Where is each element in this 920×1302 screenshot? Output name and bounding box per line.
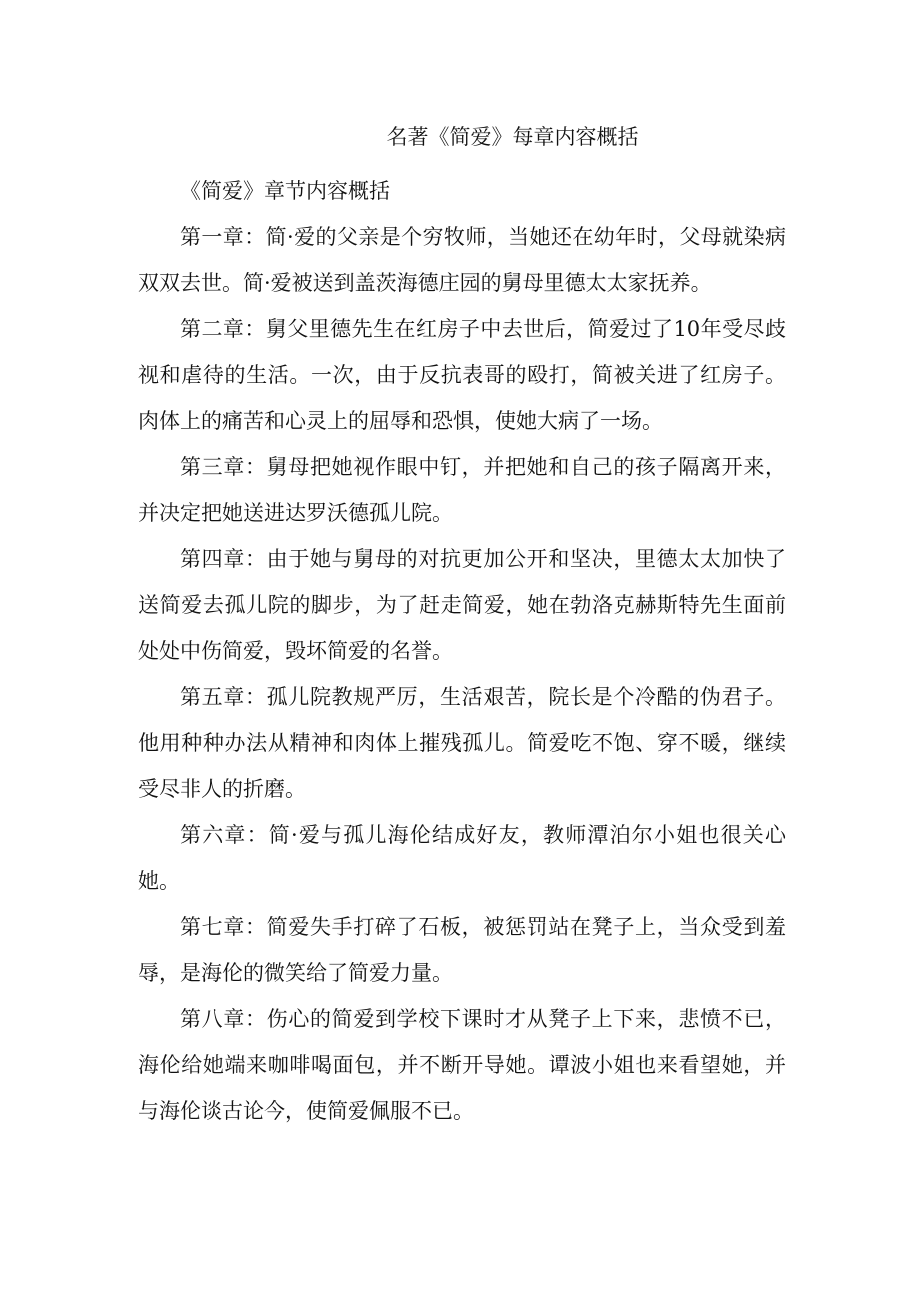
chapter-8-paragraph: 第八章：伤心的简爱到学校下课时才从凳子上下来，悲愤不已，海伦给她端来咖啡喝面包，并不断开导她。谭波小姐也来看望她，并与海伦谈古论今，使简爱佩服不已。 (138, 1007, 786, 1123)
chapter-4-paragraph: 第四章：由于她与舅母的对抗更加公开和坚决，里德太太加快了送简爱去孤儿院的脚步，为了赶走简爱，她在勃洛克赫斯特先生面前处处中伤简爱，毁坏简爱的名誉。 (138, 547, 786, 663)
chapter-1-paragraph: 第一章：简·爱的父亲是个穷牧师，当她还在幼年时，父母就染病双双去世。简·爱被送到盖茨海德庄园的舅母里德太太家抚养。 (138, 225, 786, 295)
subtitle-paragraph: 《简爱》章节内容概括 (180, 179, 390, 203)
document-title: 名著《简爱》每章内容概括 (386, 125, 639, 149)
chapter-3-paragraph: 第三章：舅母把她视作眼中钉，并把她和自己的孩子隔离开来，并决定把她送进达罗沃德孤儿院。 (138, 455, 786, 525)
document-body (138, 168, 786, 1134)
chapter-6-paragraph: 第六章：简·爱与孤儿海伦结成好友，教师潭泊尔小姐也很关心她。 (138, 823, 786, 893)
chapter-5-paragraph: 第五章：孤儿院教规严厉，生活艰苦，院长是个冷酷的伪君子。他用种种办法从精神和肉体上摧残孤儿。简爱吃不饱、穿不暖，继续受尽非人的折磨。 (138, 685, 786, 801)
chapter-7-paragraph: 第七章：简爱失手打碎了石板，被惩罚站在凳子上，当众受到羞辱，是海伦的微笑给了简爱力量。 (138, 915, 786, 985)
chapter-2-paragraph: 第二章：舅父里德先生在红房子中去世后，简爱过了10年受尽歧视和虐待的生活。一次，由于反抗表哥的殴打，简被关进了红房子。肉体上的痛苦和心灵上的屈辱和恐惧，使她大病了一场。 (138, 317, 786, 433)
